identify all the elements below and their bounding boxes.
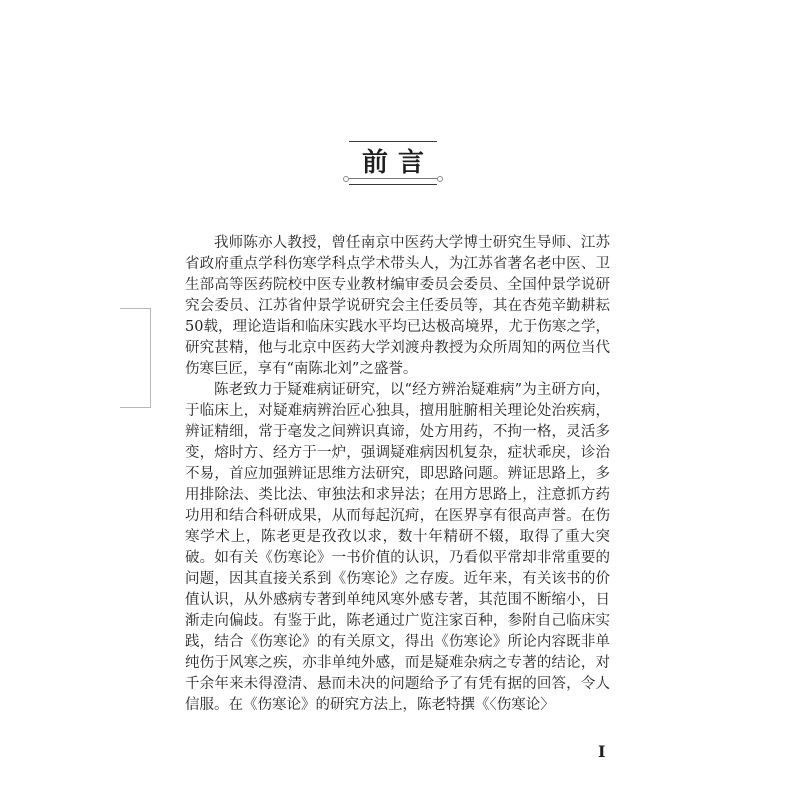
ornament-dot-right xyxy=(437,176,443,182)
title-underline xyxy=(349,178,437,179)
paragraph-1: 我师陈亦人教授，曾任南京中医药大学博士研究生导师、江苏省政府重点学科伤寒学科点学术带头人，为江苏省著名老中医、卫生部高等医药院校中医专业教材编审委员会委员、全国仲景学说研究会委员、江苏省仲景学说研究会主任委员等，其在杏苑辛勤耕耘50载，理论造诣和临床实践水平均已达极高境界，尤于伤寒之学，研究甚精，他与北京中医药大学刘渡舟教授为众所周知的两位当代伤寒巨匠，享有“南陈北刘”之盛誉。 xyxy=(185,235,610,377)
paragraph-2: 陈老致力于疑难病证研究，以“经方辨治疑难病”为主研方向，于临床上，对疑难病辨治匠心独具，擅用脏腑相关理论处治疾病，辨证精细，常于毫发之间辨识真谛，处方用药，不拘一格，灵活多变，熔时方、经方于一炉，强调疑难病因机复杂，症状乖戾，诊治不易，首应加强辨证思维方法研究，即思路问题。辨证思路上，多用排除法、类比法、审独法和求异法；在用方思路上，注意抓方药功用和结合科研成果，从而每起沉疴，在医界享有很高声誉。在伤寒学术上，陈老更是孜孜以求，数十年精研不辍，取得了重大突破。如有关《伤寒论》一书价值的认识，乃看似平常却非常重要的问题，因其直接关系到《伤寒论》之存废。近年来，有关该书的价值认识，从外感病专著到单纯风寒外感专著，其范围不断缩小，日渐走向偏歧。有鉴于此，陈老通过广览注家百种，参附自己临床实践，结合《伤寒论》的有关原文，得出《伤寒论》所论内容既非单纯伤于风寒之疾，亦非单纯外感，而是疑难杂病之专著的结论，对千余年来未得澄清、悬而未决的问题给予了有凭有据的回答，令人信服。在《伤寒论》的研究方法上，陈老特撰《〈伤寒论〉 xyxy=(185,382,610,713)
preface-body xyxy=(185,233,610,716)
margin-tab-mark xyxy=(120,308,151,408)
page-title: 前言 xyxy=(361,148,434,178)
page-number: I xyxy=(598,742,606,761)
ornament-dot-left xyxy=(343,176,349,182)
